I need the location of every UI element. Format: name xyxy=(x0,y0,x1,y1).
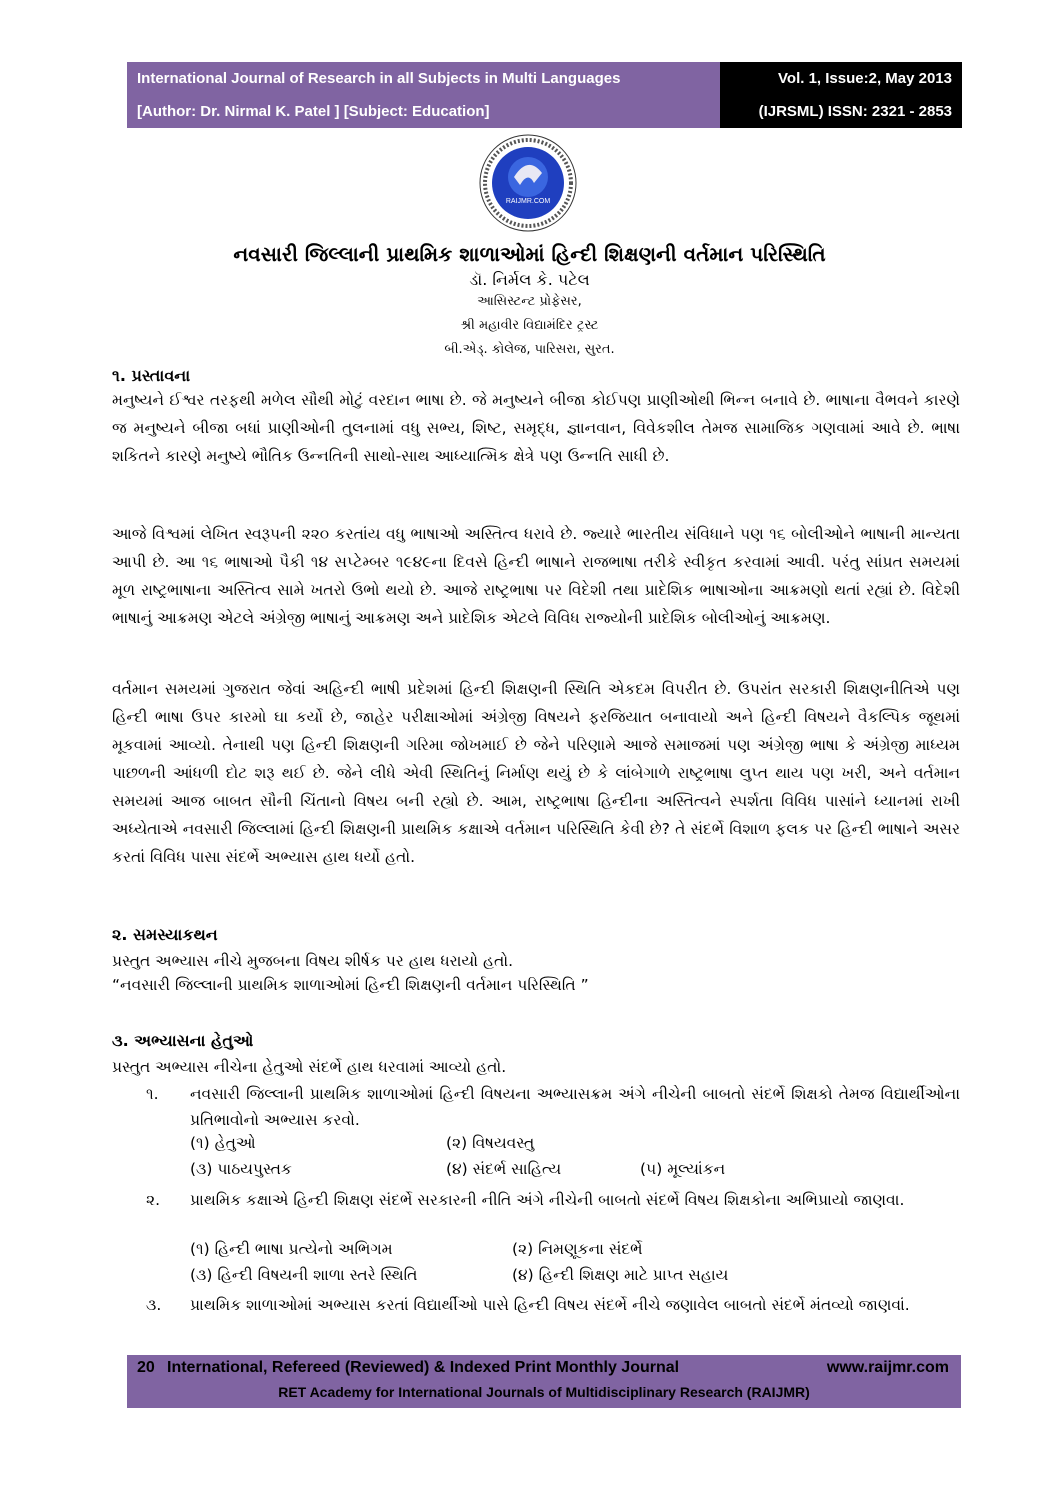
objective-subitem: (૨) નિમણૂકના સંદર્ભે xyxy=(512,1240,643,1258)
intro-paragraph-3: વર્તમાન સમયમાં ગુજરાત જેવાં અહિન્દી ભાષી પ્રદેશમાં હિન્દી શિક્ષણની સ્થિતિ એકદમ વિપરીત છે. ઉપરાંત સરકારી શિક્ષણનીતિએ પણ હિન્દી ભાષા ઉપર કારમો ઘા કર્યો છે, જાહેર પરીક્ષાઓમાં અંગ્રેજી વિષયને ફરજિયાત બનાવાયો અને હિન્દી વિષયને વૈકલ્પિક જૂથમાં મૂકવામાં આવ્યો. તેનાથી પણ હિન્દી શિક્ષણની ગરિમા જોખમાઈ છે જેને પરિણામે આજે સમાજમાં પણ અંગ્રેજી ભાષા કે અંગ્રેજી માધ્યમ પાછળની આંધળી દોટ શરૂ થઈ છે. જેને લીધે એવી સ્થિતિનું નિર્માણ થયું છે કે લાંબેગાળે રાષ્ટ્રભાષા લુપ્ત થાય પણ ખરી, અને વર્તમાન સમયમાં આજ બાબત સૌની ચિંતાનો વિષય બની રહ્યો છે. આમ, રાષ્ટ્રભાષા હિન્દીના અસ્તિત્વને સ્પર્શતા વિવિધ પાસાંને ધ્યાનમાં રાખી અધ્યેતાએ નવસારી જિલ્લામાં હિન્દી શિક્ષણની પ્રાથમિક કક્ષાએ વર્તમાન પરિસ્થિતિ કેવી છે? તે સંદર્ભે વિશાળ ફલક પર હિન્દી ભાષાને અસર કરતાં વિવિધ પાસા સંદર્ભે અભ્યાસ હાથ ધર્યો હતો. xyxy=(112,680,960,866)
objective-subitem: (૩) હિન્દી વિષયની શાળા સ્તરે સ્થિતિ xyxy=(190,1266,418,1284)
objective-subitem: (૨) વિષયવસ્તુ xyxy=(446,1134,535,1152)
header-right-band xyxy=(720,62,962,128)
objective-subitem: (૧) હિન્દી ભાષા પ્રત્યેનો અભિગમ xyxy=(190,1240,393,1258)
objective-subitem: (૪) હિન્દી શિક્ષણ માટે પ્રાપ્ત સહાય xyxy=(512,1266,729,1284)
objectives-heading: ૩. અભ્યાસના હેતુઓ xyxy=(112,1031,254,1050)
raijmr-logo xyxy=(478,133,578,233)
objective-subitem: (૩) પાઠયપુસ્તક xyxy=(190,1160,292,1178)
svg-text:RAIJMR.COM: RAIJMR.COM xyxy=(505,198,551,205)
objective-text: પ્રાથમિક કક્ષાએ હિન્દી શિક્ષણ સંદર્ભે સરકારની નીતિ અંગે નીચેની બાબતો સંદર્ભે વિષય શિક્ષકોના અભિપ્રાયો જાણવા. xyxy=(190,1191,905,1209)
objective-number: ૨. xyxy=(146,1191,161,1209)
footer-journal-line: International, Refereed (Reviewed) & Indexed Print Monthly Journal xyxy=(167,1359,680,1376)
author-role: આસિસ્ટન્ટ પ્રોફેસર, xyxy=(477,294,582,309)
problem-heading: ૨. સમસ્યાકથન xyxy=(112,925,218,944)
page-number: 20 xyxy=(137,1359,155,1376)
objective-subitem: (૧) હેતુઓ xyxy=(190,1134,256,1152)
objective-text: પ્રાથમિક શાળાઓમાં અભ્યાસ કરતાં વિદ્યાર્થીઓ પાસે હિન્દી વિષય સંદર્ભે નીચે જણાવેલ બાબતો સંદર્ભે મંતવ્યો જાણવાં. xyxy=(190,1296,910,1314)
footer-academy-line: RET Academy for International Journals of Multidisciplinary Research (RAIJMR) xyxy=(278,1384,810,1400)
author-college: બી.એડ્. કોલેજ, પારિસરા, સુરત. xyxy=(444,342,615,357)
author-trust: શ્રી મહાવીર વિદ્યામંદિર ટ્રસ્ટ xyxy=(460,318,599,333)
author-subject: [Author: Dr. Nirmal K. Patel ] [Subject: Education] xyxy=(137,103,490,120)
page-footer xyxy=(127,1355,961,1408)
footer-website-link[interactable]: www.raijmr.com xyxy=(826,1359,949,1376)
intro-heading: ૧. પ્રસ્તાવના xyxy=(112,366,191,385)
header-left-band xyxy=(127,62,720,128)
page-header xyxy=(127,62,962,128)
objective-number: ૧. xyxy=(146,1085,159,1103)
volume-issue: Vol. 1, Issue:2, May 2013 xyxy=(778,70,952,87)
intro-paragraph-1: મનુષ્યને ઈશ્વર તરફથી મળેલ સૌથી મોટું વરદાન ભાષા છે. જે મનુષ્યને બીજા કોઈપણ પ્રાણીઓથી ભિન્ન બનાવે છે. ભાષાના વૈભવને કારણે જ મનુષ્યને બીજા બધાં પ્રાણીઓની તુલનામાં વધુ સભ્ય, શિષ્ટ, સમૃદ્ધ, જ્ઞાનવાન, વિવેકશીલ તેમજ સામાજિક ગણવામાં આવે છે. ભાષા શકિતને કારણે મનુષ્યે ભૌતિક ઉન્નતિની સાથો-સાથ આધ્યાત્મિક ક્ષેત્રે પણ ઉન્નતિ સાધી છે. xyxy=(112,391,960,465)
objective-subitem: (૪) સંદર્ભ સાહિત્ય xyxy=(446,1160,562,1178)
objective-text: નવસારી જિલ્લાની પ્રાથમિક શાળાઓમાં હિન્દી વિષયના અભ્યાસક્રમ અંગે નીચેની બાબતો સંદર્ભે શિક્ષકો તેમજ વિદ્યાર્થીઓના પ્રતિભાવોનો અભ્યાસ કરવો. xyxy=(190,1085,960,1129)
objectives-intro: પ્રસ્તુત અભ્યાસ નીચેના હેતુઓ સંદર્ભે હાથ ધરવામાં આવ્યો હતો. xyxy=(112,1058,507,1076)
objective-number: ૩. xyxy=(146,1296,162,1314)
problem-line-2: “નવસારી જિલ્લાની પ્રાથમિક શાળાઓમાં હિન્દી શિક્ષણની વર્તમાન પરિસ્થિતિ ” xyxy=(112,976,589,994)
author-name: ડૉ. નિર્મલ કે. પટેલ xyxy=(469,270,590,289)
journal-title: International Journal of Research in all Subjects in Multi Languages xyxy=(137,70,621,87)
article-title: નવસારી જિલ્લાની પ્રાથમિક શાળાઓમાં હિન્દી શિક્ષણની વર્તમાન પરિસ્થિતિ xyxy=(233,242,826,266)
intro-paragraph-2: આજે વિશ્વમાં લેખિત સ્વરૂપની ૨૨૦ કરતાંય વધુ ભાષાઓ અસ્તિત્વ ધરાવે છે. જ્યારે ભારતીય સંવિધાને પણ ૧૬ બોલીઓને ભાષાની માન્યતા આપી છે. આ ૧૬ ભાષાઓ પૈકી ૧૪ સપ્ટેમ્બર ૧૯૪૯ના દિવસે હિન્દી ભાષાને રાજભાષા તરીકે સ્વીકૃત કરવામાં આવી. પરંતુ સાંપ્રત સમયમાં મૂળ રાષ્ટ્રભાષાના અસ્તિત્વ સામે ખતરો ઉભો થયો છે. આજે રાષ્ટ્રભાષા પર વિદેશી તથા પ્રાદેશિક ભાષાઓના આક્રમણો થતાં રહ્યાં છે. વિદેશી ભાષાનું આક્રમણ એટલે અંગ્રેજી ભાષાનું આક્રમણ અને પ્રાદેશિક એટલે વિવિધ રાજ્યોની પ્રાદેશિક બોલીઓનું આક્રમણ. xyxy=(112,525,960,627)
objective-subitem: (૫) મૂલ્યાંકન xyxy=(640,1160,726,1178)
issn: (IJRSML) ISSN: 2321 - 2853 xyxy=(758,103,952,120)
problem-line-1: પ્રસ્તુત અભ્યાસ નીચે મુજબના વિષય શીર્ષક પર હાથ ધરાયો હતો. xyxy=(112,952,514,970)
